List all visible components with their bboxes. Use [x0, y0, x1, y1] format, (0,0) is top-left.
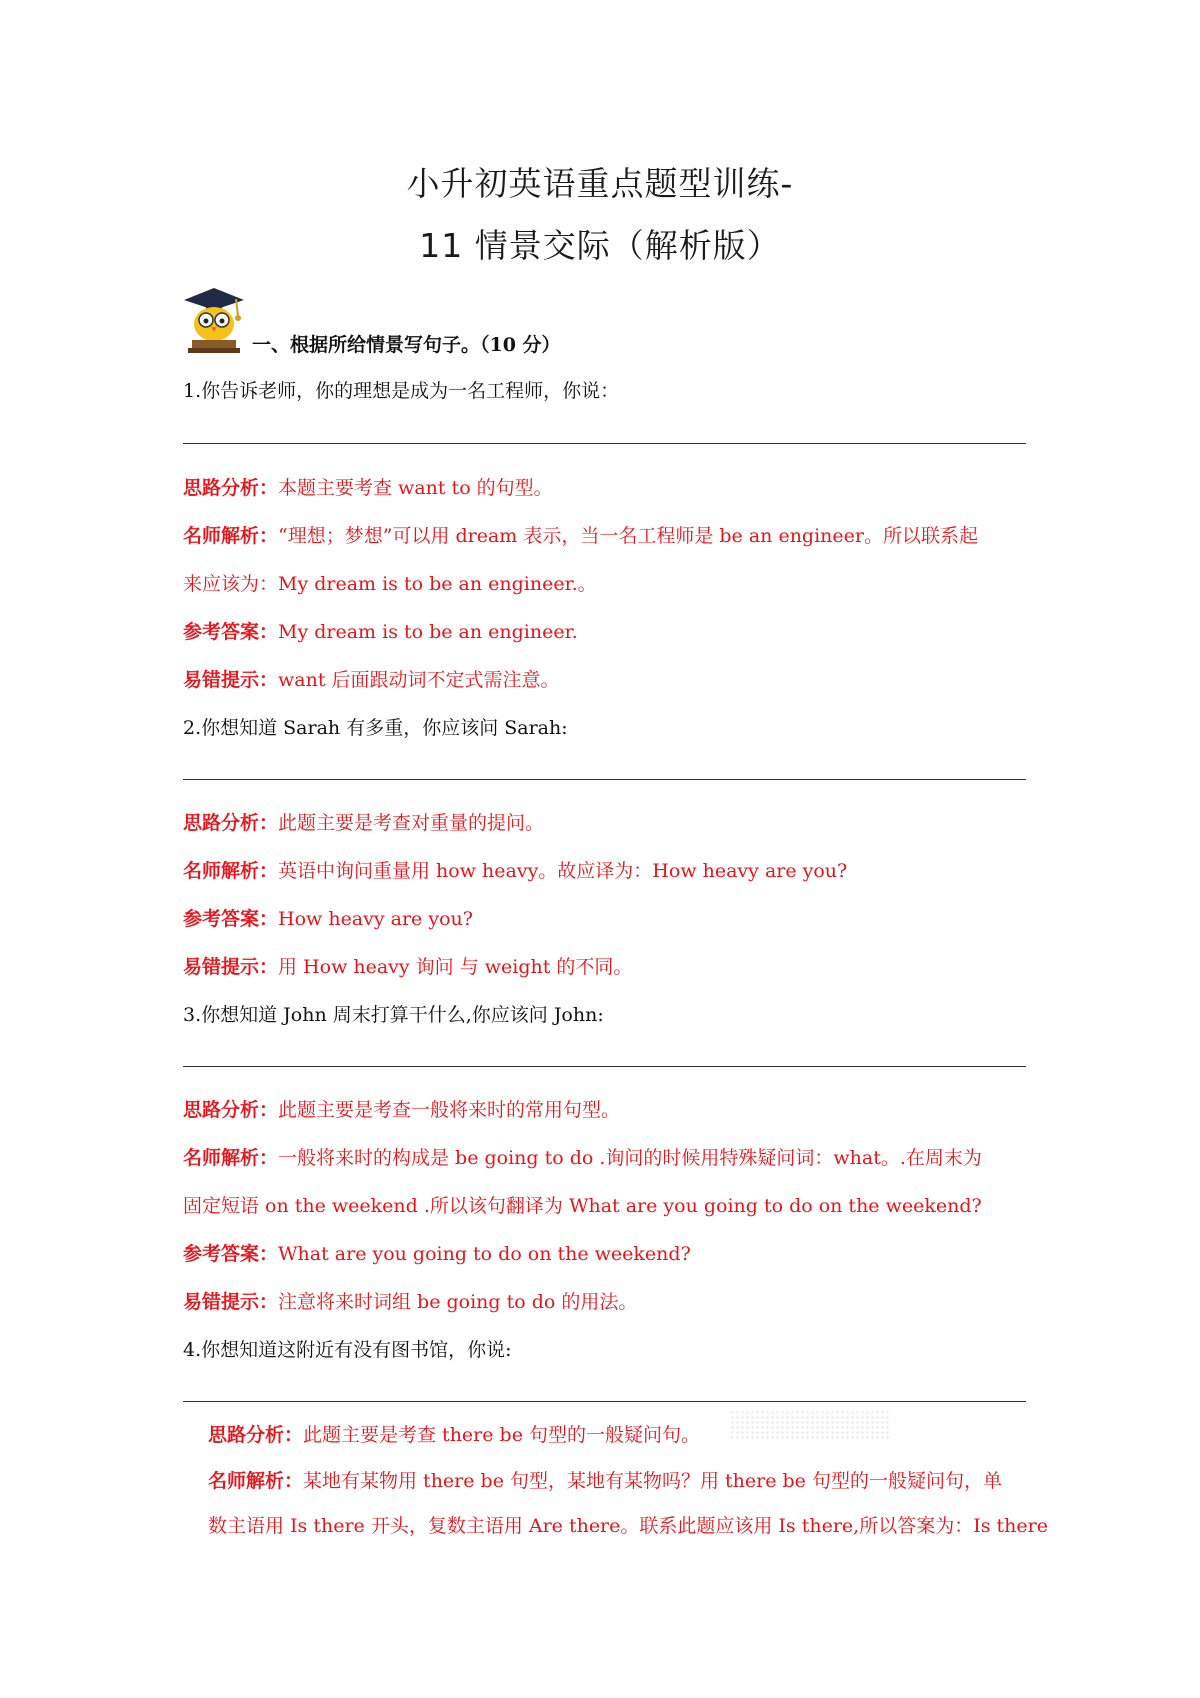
question-2-prompt: 2.你想知道 Sarah 有多重，你应该问 Sarah:	[183, 717, 568, 739]
q2-answer: 参考答案：How heavy are you?	[183, 908, 473, 930]
q2-analysis: 思路分析：此题主要是考查对重量的提问。	[183, 812, 545, 834]
q3-explain: 名师解析：一般将来时的构成是 be going to do .询问的时候用特殊疑问词：what。.在周末为	[183, 1147, 982, 1169]
scan-noise	[730, 1410, 890, 1440]
q3-answer: 参考答案：What are you going to do on the weekend?	[183, 1243, 691, 1265]
q4-analysis: 思路分析：此题主要是考查 there be 句型的一般疑问句。	[208, 1424, 700, 1446]
q1-explain-cont: 来应该为：My dream is to be an engineer.。	[183, 573, 597, 595]
question-4-prompt: 4.你想知道这附近有没有图书馆，你说:	[183, 1339, 512, 1361]
answer-blank-2	[183, 779, 1026, 780]
q3-explain-cont: 固定短语 on the weekend .所以该句翻译为 What are you going to do on the weekend?	[183, 1195, 982, 1217]
q1-explain: 名师解析：“理想；梦想”可以用 dream 表示，当一名工程师是 be an engineer。所以联系起	[183, 525, 978, 547]
q3-analysis: 思路分析：此题主要是考查一般将来时的常用句型。	[183, 1099, 621, 1121]
document-title: 小升初英语重点题型训练-	[406, 164, 794, 203]
q1-answer: 参考答案：My dream is to be an engineer.	[183, 621, 578, 643]
document-subtitle: 11 情景交际（解析版）	[419, 226, 781, 265]
question-1-prompt: 1.你告诉老师，你的理想是成为一名工程师，你说：	[183, 380, 620, 402]
answer-blank-3	[183, 1066, 1026, 1067]
q4-explain: 名师解析：某地有某物用 there be 句型，某地有某物吗？用 there be 句型的一般疑问句，单	[208, 1470, 1002, 1492]
q1-analysis: 思路分析：本题主要考查 want to 的句型。	[183, 477, 553, 499]
q2-explain: 名师解析：英语中询问重量用 how heavy。故应译为：How heavy are you?	[183, 860, 848, 882]
q1-tip: 易错提示：want 后面跟动词不定式需注意。	[183, 669, 560, 691]
answer-blank-4	[183, 1401, 1026, 1402]
section-heading: 一、根据所给情景写句子。（10 分）	[252, 334, 561, 356]
q3-tip: 易错提示：注意将来时词组 be going to do 的用法。	[183, 1291, 638, 1313]
question-3-prompt: 3.你想知道 John 周末打算干什么,你应该问 John:	[183, 1004, 604, 1026]
answer-blank-1	[183, 443, 1026, 444]
q2-tip: 易错提示：用 How heavy 询问 与 weight 的不同。	[183, 956, 633, 978]
q4-explain-cont: 数主语用 Is there 开头，复数主语用 Are there。联系此题应该用 Is there,所以答案为：Is there	[208, 1515, 1048, 1537]
owl-graduate-icon	[180, 282, 248, 356]
